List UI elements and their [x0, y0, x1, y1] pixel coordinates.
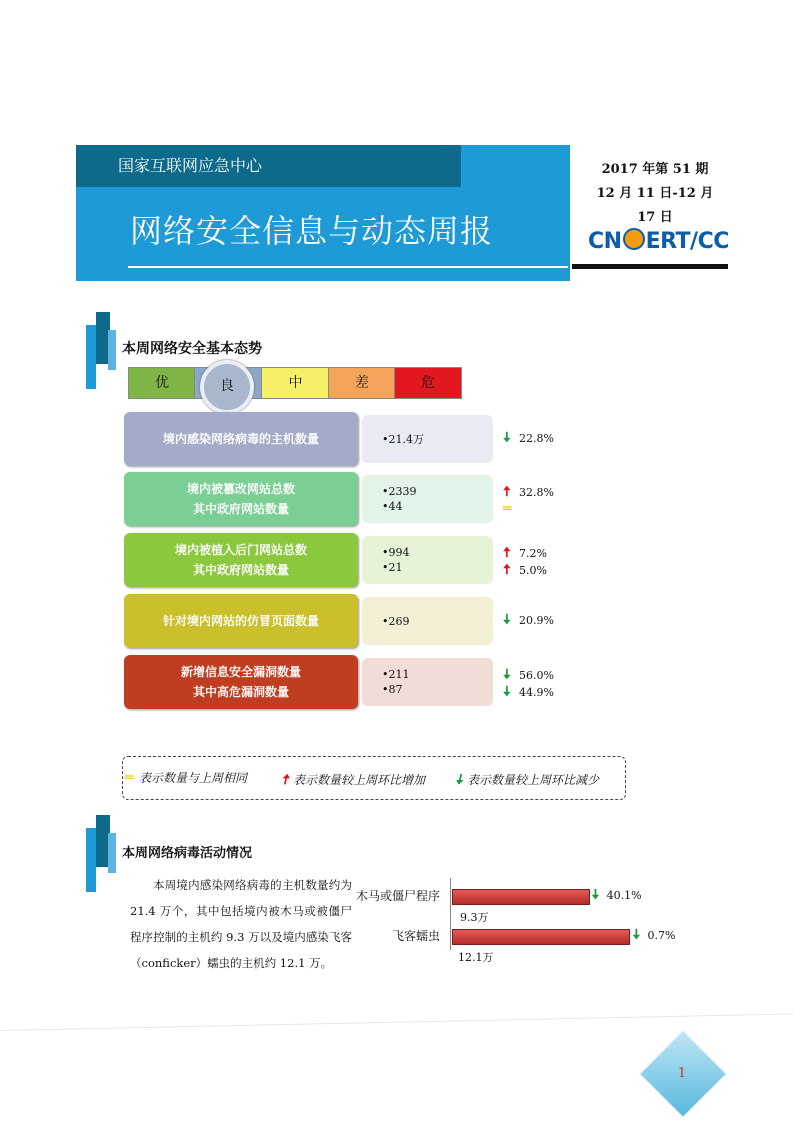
issue-info — [590, 158, 720, 230]
stat-change — [503, 667, 554, 684]
section-marker-light — [108, 833, 116, 873]
stat-change — [503, 545, 547, 562]
change-text: 5.0% — [519, 564, 547, 577]
arrow-down-icon: 🠇 — [503, 430, 511, 446]
arrow-up-icon: 🠅 — [281, 772, 289, 788]
stat-change — [503, 684, 554, 701]
section-title-virus: 本周网络病毒活动情况 — [122, 846, 253, 861]
stat-label-line: 新增信息安全漏洞数量 — [180, 665, 301, 679]
bar-change-text: 0.7% — [647, 929, 676, 942]
stat-change — [503, 430, 554, 447]
arrow-up-icon: 🠅 — [503, 484, 511, 500]
bar-value: 12.1万 — [458, 951, 494, 964]
stat-value: •87 — [382, 683, 403, 696]
stat-value: •994 — [382, 546, 410, 559]
header-divider — [128, 266, 568, 268]
legend-up: 🠅 表示数量较上周环比增加 — [281, 769, 425, 793]
legend-down: 🠇 表示数量较上周环比减少 — [455, 769, 599, 793]
legend-same: ═ 表示数量与上周相同 — [125, 770, 248, 786]
logo-rule — [572, 264, 728, 269]
bar-category: 飞客蠕虫 — [391, 929, 440, 943]
bar-category: 木马或僵尸程序 — [355, 889, 440, 903]
rating-0: 优 — [128, 367, 196, 399]
stat-label-line: 针对境内网站的仿冒页面数量 — [162, 614, 319, 628]
arrow-down-icon: 🠇 — [591, 887, 600, 903]
stat-value: •211 — [382, 668, 410, 681]
change-text: 32.8% — [519, 486, 554, 499]
arrow-up-icon: 🠅 — [503, 562, 511, 578]
stat-label-line: 境内被植入后门网站总数 — [174, 543, 307, 557]
stat-value: •21 — [382, 561, 403, 574]
stat-value-4 — [362, 658, 493, 706]
legend-box — [122, 756, 626, 800]
bar-change — [632, 927, 675, 944]
stat-value-0 — [362, 415, 493, 463]
stat-change — [503, 501, 521, 518]
arrow-down-icon: 🠇 — [503, 667, 511, 683]
issue-number: 2017 年第 51 期 — [601, 162, 709, 177]
section-marker — [86, 325, 96, 389]
stat-value-1 — [362, 475, 493, 523]
stat-change — [503, 484, 554, 501]
virus-paragraph: 本周境内感染网络病毒的主机数量约为 21.4 万个，其中包括境内被木马或被僵尸程序控制的主机约 9.3 万以及境内感染飞客（conficker）蠕虫的主机约 12.1 万。 — [130, 878, 352, 970]
stat-label-0 — [124, 412, 358, 466]
change-text: 20.9% — [519, 614, 554, 627]
section-title-situation: 本周网络安全基本态势 — [122, 341, 262, 357]
stat-label-1 — [124, 472, 358, 526]
arrow-down-icon: 🠇 — [632, 927, 641, 943]
bar — [452, 929, 630, 945]
stat-label-line: 境内感染网络病毒的主机数量 — [162, 432, 319, 446]
stat-change — [503, 612, 554, 629]
stat-label-2 — [124, 533, 358, 587]
change-text: 22.8% — [519, 432, 554, 445]
bar-change — [592, 887, 642, 904]
stat-label-line: 境内被篡改网站总数 — [186, 482, 295, 496]
rating-indicator: 良 — [200, 360, 254, 414]
report-title: 网络安全信息与动态周报 — [130, 212, 494, 250]
cncert-logo: CN ERT/CC — [588, 229, 729, 254]
issue-dates: 12 月 11 日-12 月 17 日 — [596, 186, 714, 225]
stat-value: •2339 — [382, 485, 417, 498]
stat-label-4 — [124, 655, 358, 709]
stat-change — [503, 562, 547, 579]
stat-label-3 — [124, 594, 358, 648]
change-text: 56.0% — [519, 669, 554, 682]
bar — [452, 889, 590, 905]
stat-value-3 — [362, 597, 493, 645]
stat-label-line: 其中政府网站数量 — [192, 502, 289, 516]
rating-2: 中 — [261, 367, 330, 399]
page-number: 1 — [677, 1066, 687, 1081]
globe-icon — [623, 228, 645, 250]
section-marker-light — [108, 330, 116, 370]
change-text: 44.9% — [519, 686, 554, 699]
stat-value: •21.4万 — [382, 432, 424, 446]
rating-3: 差 — [328, 367, 396, 399]
stat-label-line: 其中政府网站数量 — [192, 563, 289, 577]
section-marker — [86, 828, 96, 892]
stat-value: •44 — [382, 500, 403, 513]
footer-line — [0, 1013, 793, 1031]
arrow-down-icon: 🠇 — [503, 684, 511, 700]
bar-change-text: 40.1% — [606, 889, 642, 902]
stat-value-2 — [362, 536, 493, 584]
organization-name: 国家互联网应急中心 — [118, 156, 263, 175]
arrow-down-icon: 🠇 — [503, 612, 511, 628]
change-text: 7.2% — [519, 547, 547, 560]
arrow-down-icon: 🠇 — [455, 772, 463, 788]
equal-icon: ═ — [125, 770, 134, 786]
rating-4: 危 — [394, 367, 462, 399]
chart-axis — [450, 878, 451, 950]
stat-label-line: 其中高危漏洞数量 — [192, 685, 289, 699]
arrow-up-icon: 🠅 — [503, 545, 511, 561]
stat-value: •269 — [382, 614, 410, 628]
bar-value: 9.3万 — [460, 911, 489, 924]
equal-icon: ═ — [503, 501, 512, 517]
